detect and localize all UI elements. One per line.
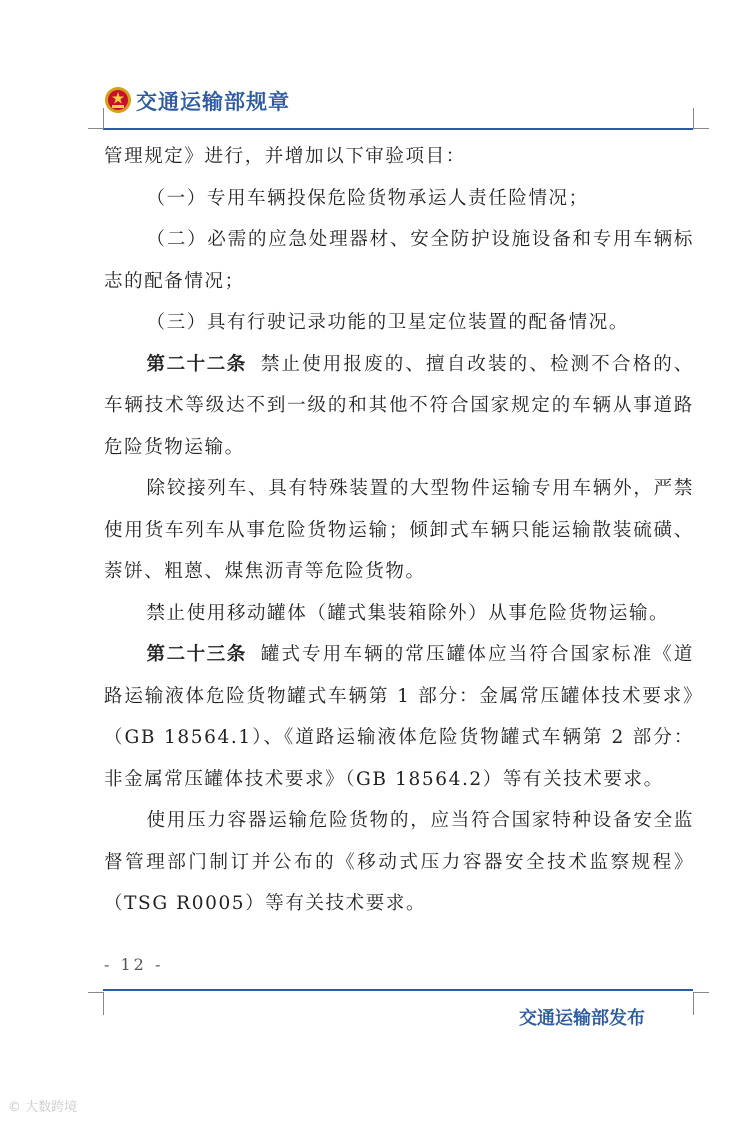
article-22 (104, 344, 694, 469)
paragraph-pressure-vessel: 使用压力容器运输危险货物的，应当符合国家特种设备安全监督管理部门制订并公布的《移动式压力容器安全技术监察规程》（TSG R0005）等有关技术要求。 (104, 810, 694, 914)
footer-divider (103, 989, 693, 991)
watermark: © 大数跨境 (8, 1100, 78, 1115)
header-title: 交通运输部规章 (136, 90, 290, 114)
document-body (104, 136, 694, 925)
paragraph-mobile-tank: 禁止使用移动罐体（罐式集装箱除外）从事危险货物运输。 (146, 602, 670, 624)
article-23 (104, 634, 694, 800)
paragraph-item-2: （二）必需的应急处理器材、安全防护设施设备和专用车辆标志的配备情况； (104, 229, 694, 292)
paragraph-item-1: （一）专用车辆投保危险货物承运人责任险情况； (146, 187, 589, 209)
national-emblem-icon (104, 86, 132, 114)
article-22-text: 禁止使用报废的、擅自改装的、检测不合格的、车辆技术等级达不到一级的和其他不符合国家规定的车辆从事道路危险货物运输。 (104, 353, 694, 458)
article-23-title: 第二十三条 (146, 644, 247, 665)
page-number: - 12 - (104, 955, 164, 974)
crop-mark-top-left (88, 108, 104, 129)
crop-mark-top-right (693, 108, 709, 129)
footer-publisher: 交通运输部发布 (519, 1008, 645, 1029)
header-divider (103, 128, 693, 130)
paragraph-item-3: （三）具有行驶记录功能的卫星定位装置的配备情况。 (146, 312, 629, 333)
paragraph-trailer-restriction: 除铰接列车、具有特殊装置的大型物件运输专用车辆外，严禁使用货车列车从事危险货物运输；倾卸式车辆只能运输散装硫磺、萘饼、粗蒽、煤焦沥青等危险货物。 (104, 478, 694, 582)
crop-mark-bottom-left (88, 992, 104, 1015)
article-22-title: 第二十二条 (146, 353, 247, 375)
paragraph-continuation: 管理规定》进行，并增加以下审验项目： (104, 146, 466, 167)
article-23-text: 罐式专用车辆的常压罐体应当符合国家标准《道路运输液体危险货物罐式车辆第 1 部分：金属常压罐体技术要求》（GB 18564.1）、《道路运输液体危险货物罐式车辆第 2 部分：非金属常压罐体技术要求》（GB 18564.2）等有关技术要求。 (104, 644, 694, 790)
crop-mark-bottom-right (693, 992, 709, 1015)
